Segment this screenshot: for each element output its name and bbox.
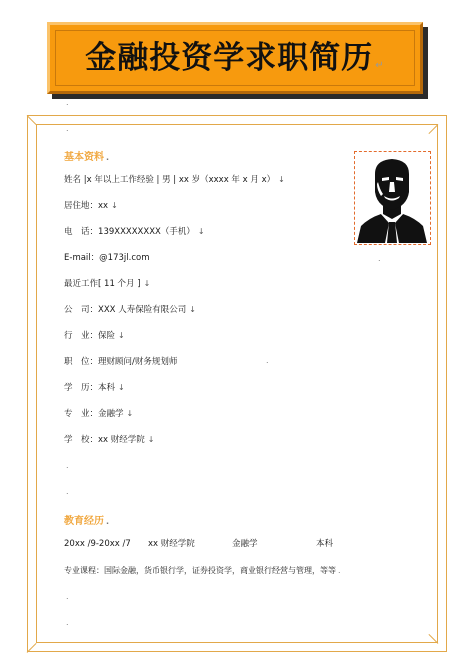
anchor-mark: ↓ <box>126 409 134 418</box>
anchor-mark: ↓ <box>111 201 118 210</box>
education-degree: 本科 <box>316 539 334 549</box>
info-value: |x 年以上工作经验 | 男 | xx 岁（xxxx 年 x 月 x） <box>83 175 276 185</box>
info-label: 最近工作 <box>64 279 99 289</box>
info-row <box>64 252 149 264</box>
info-row <box>64 174 285 186</box>
page-title <box>85 39 385 76</box>
info-separator: ： <box>89 383 99 393</box>
section-heading-education <box>64 512 109 527</box>
info-label: 公 司 <box>64 305 90 315</box>
paragraph-mark: . <box>66 618 69 627</box>
paragraph-mark: . <box>66 98 69 107</box>
portrait-photo <box>354 151 431 245</box>
info-separator: ： <box>89 305 99 315</box>
anchor-mark: ↓ <box>147 435 155 444</box>
anchor-mark: ↓ <box>278 175 285 184</box>
paragraph-mark: . <box>266 356 269 365</box>
info-label: 职 位 <box>64 357 90 367</box>
info-value: xx 财经学院 <box>98 435 145 445</box>
info-label: E-mail <box>64 253 91 263</box>
paragraph-mark: . <box>378 254 381 263</box>
title-banner <box>47 22 423 94</box>
section-heading-basic <box>64 148 109 163</box>
info-value: @173jl.com <box>99 253 150 263</box>
info-row <box>64 434 155 446</box>
info-label: 行 业 <box>64 331 90 341</box>
info-row <box>64 226 205 238</box>
education-school: xx 财经学院 <box>148 539 195 549</box>
info-separator: ： <box>89 357 99 367</box>
education-major: 金融学 <box>232 539 258 549</box>
info-value: 本科 <box>98 383 116 393</box>
info-value: xx <box>98 201 109 211</box>
anchor-mark: ↓ <box>118 383 125 392</box>
info-label: 专 业 <box>64 409 90 419</box>
anchor-mark: ↓ <box>118 331 125 340</box>
return-mark: ↵ <box>375 59 385 71</box>
info-row <box>64 330 125 342</box>
info-row <box>64 382 125 394</box>
anchor-mark: ↓ <box>189 305 196 314</box>
info-separator: ： <box>89 331 99 341</box>
info-separator: ： <box>89 227 99 237</box>
info-label: 姓名 <box>64 175 82 185</box>
info-label: 学 历 <box>64 383 90 393</box>
info-value: XXX 人寿保险有限公司 <box>98 305 187 315</box>
info-value: 金融学 <box>98 409 124 419</box>
info-separator: ： <box>89 435 99 445</box>
info-row <box>64 200 118 212</box>
info-label: 居住地 <box>64 201 90 211</box>
info-row <box>64 356 177 368</box>
education-courses <box>64 565 341 577</box>
paragraph-mark: . <box>66 461 69 470</box>
anchor-mark: ↓ <box>143 279 151 288</box>
paragraph-mark: . <box>106 153 110 162</box>
anchor-mark: ↓ <box>197 227 205 236</box>
info-row <box>64 408 133 420</box>
info-row <box>64 304 196 316</box>
info-row <box>64 278 150 290</box>
info-label: 学 校 <box>64 435 90 445</box>
info-value: 保险 <box>98 331 116 341</box>
portrait-photo-icon <box>355 152 429 243</box>
page-title-text: 金融投资学求职简历 <box>85 39 374 76</box>
education-entry <box>64 538 424 550</box>
info-separator: ： <box>90 253 100 263</box>
paragraph-mark: . <box>66 487 69 496</box>
education-period: 20xx /9-20xx /7 <box>64 539 131 549</box>
paragraph-mark: . <box>66 592 69 601</box>
info-separator: ： <box>89 201 99 211</box>
education-courses-text: 专业课程：国际金融，货币银行学，证券投资学，商业银行经营与管理，等等 <box>64 566 336 575</box>
paragraph-mark: . <box>66 124 69 133</box>
info-separator: ： <box>89 409 99 419</box>
section-heading-education-text: 教育经历 <box>64 516 104 527</box>
info-label: 电 话 <box>64 227 90 237</box>
info-value: [ 11 个月 ] <box>98 279 141 289</box>
info-value: 理财顾问/财务规划师 <box>98 357 178 367</box>
paragraph-mark: . <box>106 517 110 526</box>
info-value: 139XXXXXXXX（手机） <box>98 227 195 237</box>
section-heading-basic-text: 基本资料 <box>64 152 104 163</box>
paragraph-mark: . <box>338 566 341 575</box>
